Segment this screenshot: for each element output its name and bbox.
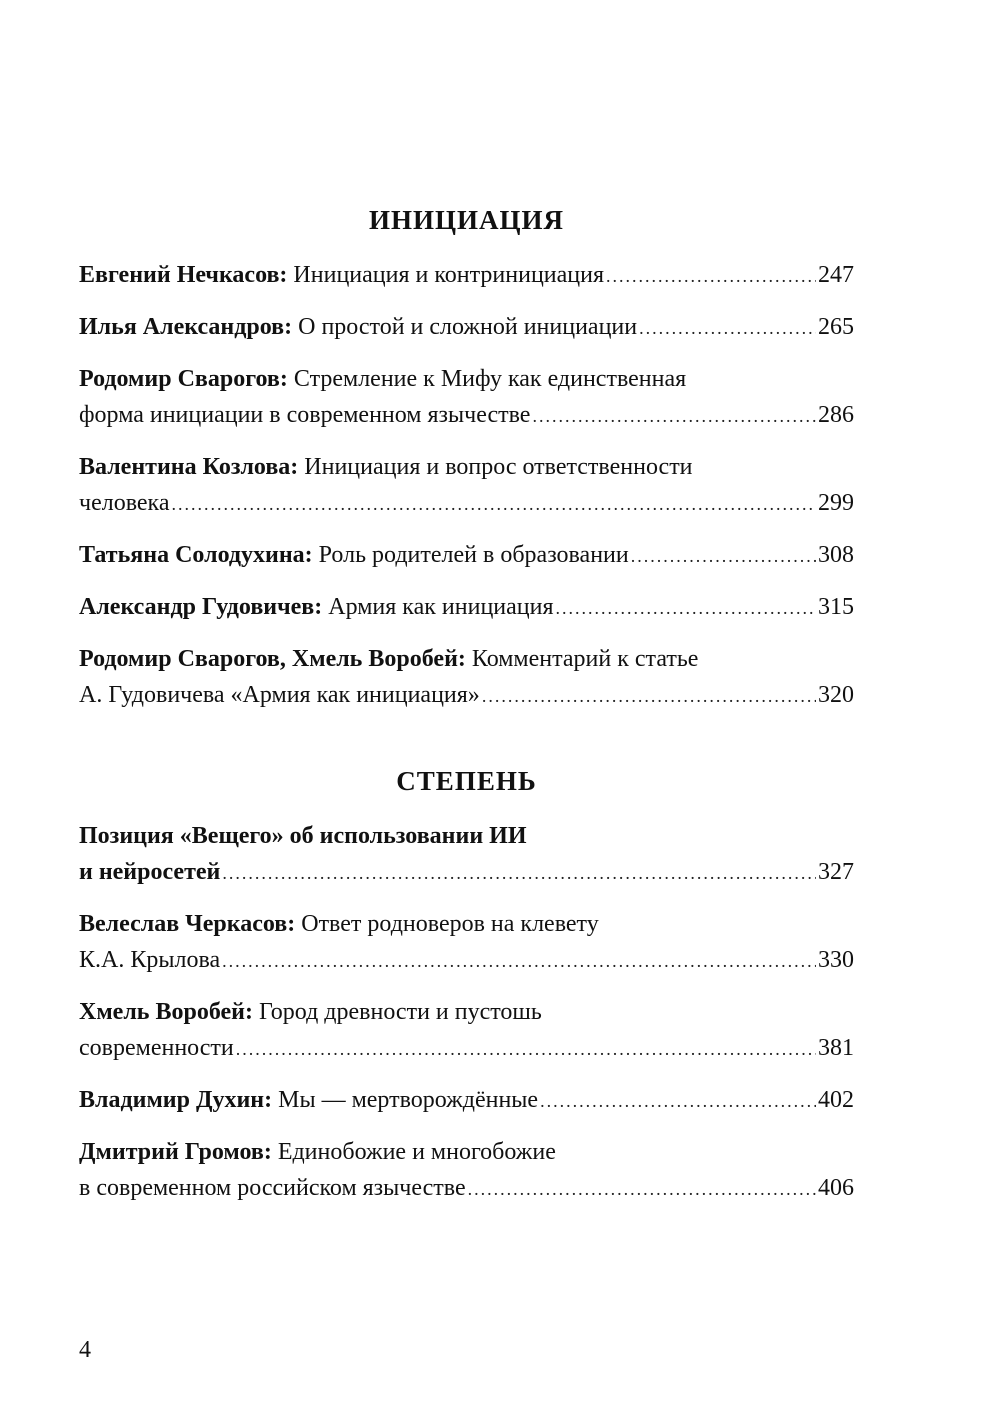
leader-dots: [532, 398, 816, 434]
entry-title: Армия как инициация: [328, 594, 554, 620]
entry-title: Город древности и пустошь: [259, 999, 542, 1025]
page-number: 4: [79, 1337, 91, 1363]
toc-entry[interactable]: [79, 1082, 854, 1118]
entry-title: О простой и сложной инициации: [298, 314, 638, 340]
entry-author-continued: и нейросетей: [79, 859, 221, 885]
entry-page-number: 327: [818, 859, 854, 885]
leader-dots: [468, 1171, 816, 1207]
entry-title: Единобожие и многобожие: [277, 1139, 556, 1165]
entry-title: Инициация и контринициация: [293, 262, 605, 288]
leader-dots: [631, 538, 816, 574]
entry-author: Хмель Воробей:: [79, 999, 253, 1025]
entry-title-continued: А. Гудовичева «Армия как инициация»: [79, 682, 480, 708]
leader-dots: [540, 1083, 816, 1119]
entry-author: Александр Гудовичев:: [79, 594, 323, 620]
section-title: СТЕПЕНЬ: [396, 766, 537, 796]
entry-page-number: 299: [818, 490, 854, 516]
entry-title-continued: современности: [79, 1035, 234, 1061]
entry-title: Мы — мертворождённые: [278, 1087, 539, 1113]
entry-title: Инициация и вопрос ответственности: [304, 454, 693, 480]
toc-entry[interactable]: [79, 1134, 854, 1206]
toc-section-initiation: [79, 202, 854, 713]
entry-page-number: 406: [818, 1175, 854, 1201]
entry-page-number: 286: [818, 402, 854, 428]
toc-entry[interactable]: [79, 994, 854, 1066]
toc-entry[interactable]: [79, 589, 854, 625]
entry-author: Родомир Сварогов:: [79, 366, 288, 392]
toc-entry[interactable]: [79, 361, 854, 433]
leader-dots: [236, 1031, 816, 1067]
leader-dots: [556, 590, 816, 626]
toc-entry[interactable]: [79, 906, 854, 978]
entry-title: Роль родителей в образовании: [318, 542, 629, 568]
leader-dots: [172, 486, 817, 522]
toc-entry[interactable]: [79, 818, 854, 890]
toc-entry[interactable]: [79, 257, 854, 293]
entry-page-number: 265: [818, 314, 854, 340]
entry-page-number: 315: [818, 594, 854, 620]
entry-title: Комментарий к статье: [471, 646, 699, 672]
entry-author: Владимир Духин:: [79, 1087, 273, 1113]
leader-dots: [222, 943, 816, 979]
entry-page-number: 308: [818, 542, 854, 568]
toc-entry[interactable]: [79, 449, 854, 521]
leader-dots: [482, 678, 816, 714]
entry-author: Валентина Козлова:: [79, 454, 299, 480]
entry-title-continued: в современном российском язычестве: [79, 1175, 466, 1201]
entry-author: Велеслав Черкасов:: [79, 911, 296, 937]
leader-dots: [639, 310, 816, 346]
entry-title-continued: человека: [79, 490, 170, 516]
entry-author: Илья Александров:: [79, 314, 293, 340]
entry-page-number: 247: [818, 262, 854, 288]
entry-page-number: 320: [818, 682, 854, 708]
entry-page-number: 402: [818, 1087, 854, 1113]
entry-author: Евгений Нечкасов:: [79, 262, 288, 288]
entry-title-continued: форма инициации в современном язычестве: [79, 402, 531, 428]
entry-author: Дмитрий Громов:: [79, 1139, 272, 1165]
entry-title: Стремление к Мифу как единственная: [293, 366, 687, 392]
entry-page-number: 381: [818, 1035, 854, 1061]
entry-author: Татьяна Солодухина:: [79, 542, 313, 568]
section-title: ИНИЦИАЦИЯ: [368, 205, 564, 235]
toc-section-degree: [79, 763, 854, 1206]
leader-dots: [606, 258, 816, 294]
leader-dots: [222, 855, 816, 891]
entry-page-number: 330: [818, 947, 854, 973]
toc-entry[interactable]: [79, 309, 854, 345]
entry-author: Позиция «Вещего» об использовании ИИ: [79, 823, 527, 849]
toc-entry[interactable]: [79, 641, 854, 713]
entry-title-continued: К.А. Крылова: [79, 947, 221, 973]
entry-title: Ответ родноверов на клевету: [301, 911, 599, 937]
toc-entry[interactable]: [79, 537, 854, 573]
entry-author: Родомир Сварогов, Хмель Воробей:: [79, 646, 466, 672]
